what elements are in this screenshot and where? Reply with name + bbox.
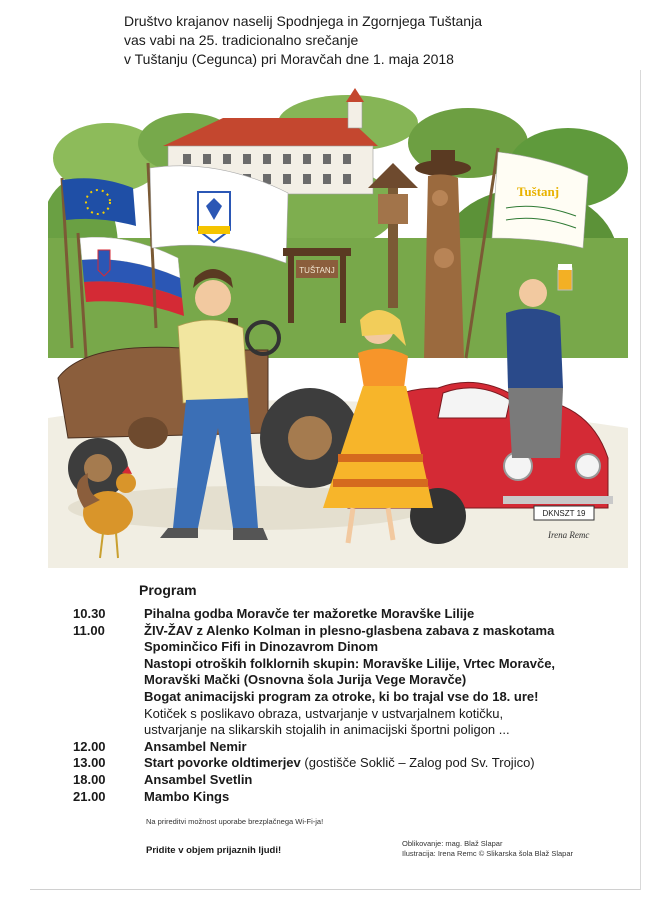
schedule-row	[73, 639, 633, 656]
invitation-line-3: v Tuštanju (Cegunca) pri Moravčah dne 1. maja 2018	[124, 51, 454, 67]
invitation-line-1: Društvo krajanov naselij Spodnjega in Zgornjega Tuštanja	[124, 13, 482, 29]
schedule-time: 10.30	[73, 606, 106, 621]
schedule-item: Mambo Kings	[144, 788, 230, 804]
schedule-item-note: (gostišče Soklič – Zalog pod Sv. Trojico)	[300, 755, 535, 771]
schedule-time: 12.00	[73, 738, 106, 754]
schedule-item: Pihalna godba Moravče ter mažoretke Moravške Lilije	[144, 606, 475, 621]
credits	[402, 839, 573, 859]
banner-title: Tuštanj	[516, 184, 560, 199]
schedule-item: ŽIV-ŽAV z Alenko Kolman in plesno-glasbena zabava z maskotama	[144, 622, 555, 638]
invitation-header	[124, 12, 604, 69]
schedule-detail: ustvarjanje na slikarskih stojalih in animacijski športni poligon ...	[144, 722, 510, 738]
schedule-item: Nastopi otroških folklornih skupin: Moravške Lilije, Vrtec Moravče,	[144, 655, 556, 671]
artist-signature: Irena Remc	[548, 530, 590, 540]
schedule-item: Bogat animacijski program za otroke, ki bo trajal vse do 18. ure!	[144, 688, 539, 704]
schedule-row	[73, 656, 633, 673]
program-schedule	[73, 606, 633, 805]
program-title: Program	[139, 582, 197, 598]
schedule-time: 18.00	[73, 771, 106, 787]
sign-label: TUŠTANJ	[299, 266, 335, 275]
schedule-row	[73, 739, 633, 756]
schedule-detail: Kotiček s poslikavo obraza, ustvarjanje v ustvarjalnem kotičku,	[144, 705, 504, 721]
schedule-item-main: Start povorke oldtimerjev	[144, 755, 301, 771]
schedule-row	[73, 689, 633, 706]
schedule-row	[73, 772, 633, 789]
schedule-row	[73, 755, 633, 772]
schedule-item: Ansambel Svetlin	[144, 771, 253, 787]
closing-slogan: Pridite v objem prijaznih ljudi!	[146, 845, 282, 856]
event-illustration	[48, 88, 628, 568]
schedule-time: 13.00	[73, 755, 106, 771]
paper-edge-bottom	[30, 889, 640, 890]
schedule-row	[73, 623, 633, 640]
schedule-item: Moravški Mački (Osnovna šola Jurija Vege Moravče)	[144, 672, 467, 688]
schedule-row	[73, 789, 633, 806]
schedule-row	[73, 722, 633, 739]
paper-edge-right	[640, 70, 641, 890]
design-credit: Oblikovanje: mag. Blaž Slapar	[402, 839, 503, 848]
schedule-time: 11.00	[73, 622, 105, 638]
license-plate: DKNSZT 19	[542, 509, 586, 518]
schedule-item: Spominčico Fifi in Dinozavrom Dinom	[144, 639, 379, 655]
schedule-item	[144, 755, 633, 772]
illustration-credit: Ilustracija: Irena Remc © Slikarska šola Blaž Slapar	[402, 849, 574, 858]
wifi-note: Na prireditvi možnost uporabe brezplačnega Wi-Fi-ja!	[146, 817, 324, 826]
schedule-time: 21.00	[73, 788, 106, 804]
invitation-line-2: vas vabi na 25. tradicionalno srečanje	[124, 32, 359, 48]
schedule-row	[73, 672, 633, 689]
schedule-item: Ansambel Nemir	[144, 738, 247, 754]
schedule-row	[73, 606, 633, 623]
schedule-row	[73, 706, 633, 723]
